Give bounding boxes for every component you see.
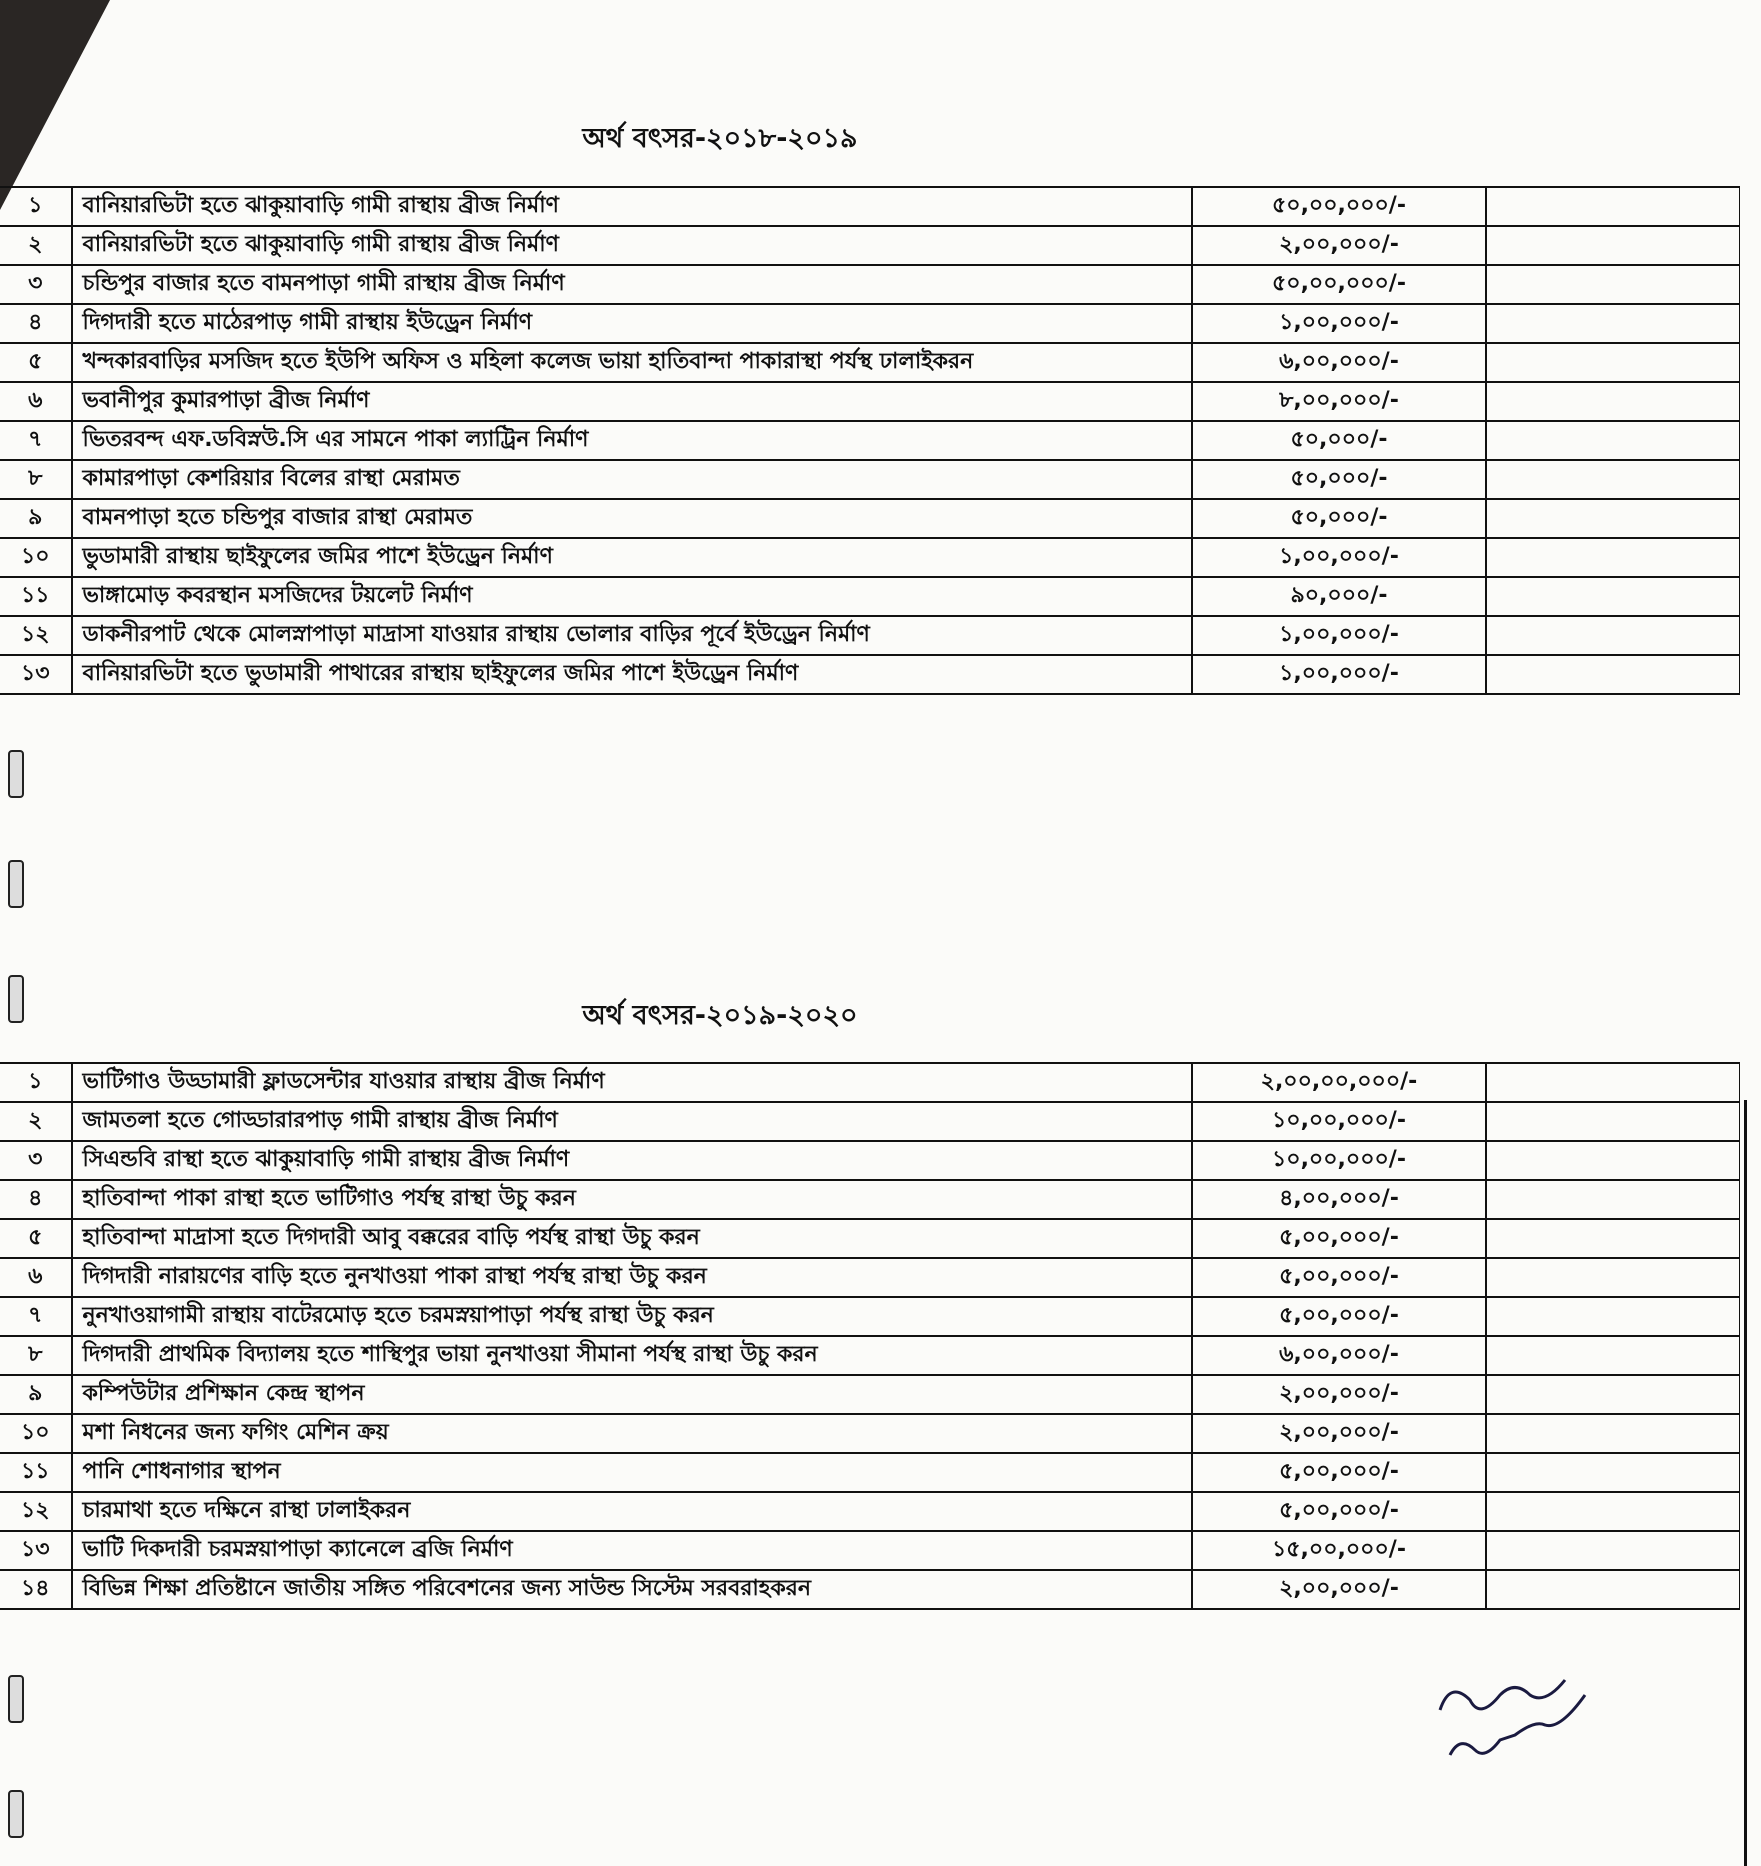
allocated-amount: ৬,০০,০০০/- bbox=[1192, 343, 1486, 382]
remarks-cell bbox=[1486, 226, 1739, 265]
serial-number: ৪ bbox=[0, 1180, 72, 1219]
project-description: ভাঙ্গামোড় কবরস্থান মসজিদের টয়লেট নির্মাণ bbox=[72, 577, 1192, 616]
page-edge bbox=[1744, 1100, 1747, 1866]
table-row bbox=[0, 1492, 1740, 1531]
remarks-cell bbox=[1486, 421, 1739, 460]
remarks-cell bbox=[1486, 1453, 1739, 1492]
serial-number: ১১ bbox=[0, 577, 72, 616]
allocated-amount: ১০,০০,০০০/- bbox=[1192, 1141, 1486, 1180]
project-description: বামনপাড়া হতে চন্ডিপুর বাজার রাস্থা মেরামত bbox=[72, 499, 1192, 538]
remarks-cell bbox=[1486, 187, 1739, 226]
project-description: ভুডামারী রাস্থায় ছাইফুলের জমির পাশে ইউড্রেন নির্মাণ bbox=[72, 538, 1192, 577]
serial-number: ৬ bbox=[0, 1258, 72, 1297]
project-description: ডাকনীরপাট থেকে মোলস্নাপাড়া মাদ্রাসা যাওয়ার রাস্থায় ভোলার বাড়ির পূর্বে ইউড্রেন নির্মাণ bbox=[72, 616, 1192, 655]
serial-number: ৪ bbox=[0, 304, 72, 343]
allocated-amount: ১,০০,০০০/- bbox=[1192, 304, 1486, 343]
allocated-amount: ৫০,০০০/- bbox=[1192, 421, 1486, 460]
project-description: বানিয়ারভিটা হতে ভুডামারী পাথারের রাস্থায় ছাইফুলের জমির পাশে ইউড্রেন নির্মাণ bbox=[72, 655, 1192, 694]
table-row bbox=[0, 577, 1740, 616]
serial-number: ৯ bbox=[0, 1375, 72, 1414]
section-title-2019-2020: অর্থ বৎসর-২০১৯-২০২০ bbox=[582, 1000, 858, 1031]
allocated-amount: ১,০০,০০০/- bbox=[1192, 538, 1486, 577]
project-description: কামারপাড়া কেশরিয়ার বিলের রাস্থা মেরামত bbox=[72, 460, 1192, 499]
table-row bbox=[0, 1063, 1740, 1102]
allocated-amount: ৯০,০০০/- bbox=[1192, 577, 1486, 616]
allocated-amount: ২,০০,০০০/- bbox=[1192, 1414, 1486, 1453]
allocated-amount: ১,০০,০০০/- bbox=[1192, 616, 1486, 655]
project-description: হাতিবান্দা মাদ্রাসা হতে দিগদারী আবু বক্করের বাড়ি পর্যস্থ রাস্থা উচু করন bbox=[72, 1219, 1192, 1258]
allocated-amount: ২,০০,০০০/- bbox=[1192, 226, 1486, 265]
table-row bbox=[0, 499, 1740, 538]
serial-number: ৫ bbox=[0, 1219, 72, 1258]
serial-number: ২ bbox=[0, 226, 72, 265]
table-row bbox=[0, 1258, 1740, 1297]
serial-number: ১ bbox=[0, 187, 72, 226]
project-description: জামতলা হতে গোড্ডারারপাড় গামী রাস্থায় ব্রীজ নির্মাণ bbox=[72, 1102, 1192, 1141]
table-row bbox=[0, 343, 1740, 382]
allocated-amount: ৫,০০,০০০/- bbox=[1192, 1453, 1486, 1492]
remarks-cell bbox=[1486, 1219, 1739, 1258]
serial-number: ১৪ bbox=[0, 1570, 72, 1609]
project-description: বানিয়ারভিটা হতে ঝাকুয়াবাড়ি গামী রাস্থায় ব্রীজ নির্মাণ bbox=[72, 187, 1192, 226]
serial-number: ১০ bbox=[0, 538, 72, 577]
table-row bbox=[0, 421, 1740, 460]
project-description: চন্ডিপুর বাজার হতে বামনপাড়া গামী রাস্থায় ব্রীজ নির্মাণ bbox=[72, 265, 1192, 304]
allocated-amount: ৫০,০০,০০০/- bbox=[1192, 187, 1486, 226]
serial-number: ৯ bbox=[0, 499, 72, 538]
project-description: ভিতরবন্দ এফ.ডবিস্নউ.সি এর সামনে পাকা ল্যাট্রিন নির্মাণ bbox=[72, 421, 1192, 460]
serial-number: ১১ bbox=[0, 1453, 72, 1492]
table-row bbox=[0, 1414, 1740, 1453]
project-description: সিএন্ডবি রাস্থা হতে ঝাকুয়াবাড়ি গামী রাস্থায় ব্রীজ নির্মাণ bbox=[72, 1141, 1192, 1180]
remarks-cell bbox=[1486, 304, 1739, 343]
serial-number: ২ bbox=[0, 1102, 72, 1141]
table-row bbox=[0, 1102, 1740, 1141]
table-row bbox=[0, 1375, 1740, 1414]
allocated-amount: ৮,০০,০০০/- bbox=[1192, 382, 1486, 421]
project-description: ভবানীপুর কুমারপাড়া ব্রীজ নির্মাণ bbox=[72, 382, 1192, 421]
allocated-amount: ২,০০,০০,০০০/- bbox=[1192, 1063, 1486, 1102]
table-row bbox=[0, 1180, 1740, 1219]
table-row bbox=[0, 265, 1740, 304]
serial-number: ৮ bbox=[0, 460, 72, 499]
project-table-2019-2020 bbox=[0, 1062, 1740, 1610]
allocated-amount: ৫,০০,০০০/- bbox=[1192, 1258, 1486, 1297]
serial-number: ৮ bbox=[0, 1336, 72, 1375]
remarks-cell bbox=[1486, 1297, 1739, 1336]
project-description: মশা নিধনের জন্য ফগিং মেশিন ক্রয় bbox=[72, 1414, 1192, 1453]
table-row bbox=[0, 538, 1740, 577]
project-description: পানি শোধনাগার স্থাপন bbox=[72, 1453, 1192, 1492]
serial-number: ৫ bbox=[0, 343, 72, 382]
serial-number: ১২ bbox=[0, 616, 72, 655]
remarks-cell bbox=[1486, 1570, 1739, 1609]
serial-number: ১০ bbox=[0, 1414, 72, 1453]
project-description: দিগদারী হতে মাঠেরপাড় গামী রাস্থায় ইউড্রেন নির্মাণ bbox=[72, 304, 1192, 343]
remarks-cell bbox=[1486, 1531, 1739, 1570]
allocated-amount: ৫,০০,০০০/- bbox=[1192, 1492, 1486, 1531]
project-description: দিগদারী প্রাথমিক বিদ্যালয় হতে শাস্থিপুর ভায়া নুনখাওয়া সীমানা পর্যস্থ রাস্থা উচু করন bbox=[72, 1336, 1192, 1375]
allocated-amount: ১,০০,০০০/- bbox=[1192, 655, 1486, 694]
table-row bbox=[0, 1336, 1740, 1375]
serial-number: ১৩ bbox=[0, 655, 72, 694]
table-row bbox=[0, 655, 1740, 694]
project-description: ভাটিগাও উড্ডামারী ফ্লাডসেন্টার যাওয়ার রাস্থায় ব্রীজ নির্মাণ bbox=[72, 1063, 1192, 1102]
table-row bbox=[0, 1531, 1740, 1570]
table-row bbox=[0, 1297, 1740, 1336]
remarks-cell bbox=[1486, 1336, 1739, 1375]
project-description: বানিয়ারভিটা হতে ঝাকুয়াবাড়ি গামী রাস্থায় ব্রীজ নির্মাণ bbox=[72, 226, 1192, 265]
project-description: দিগদারী নারায়ণের বাড়ি হতে নুনখাওয়া পাকা রাস্থা পর্যস্থ রাস্থা উচু করন bbox=[72, 1258, 1192, 1297]
table-row bbox=[0, 1453, 1740, 1492]
remarks-cell bbox=[1486, 1375, 1739, 1414]
remarks-cell bbox=[1486, 1180, 1739, 1219]
serial-number: ৭ bbox=[0, 421, 72, 460]
project-description: ভাটি দিকদারী চরমস্নয়াপাড়া ক্যানেলে ব্রজি নির্মাণ bbox=[72, 1531, 1192, 1570]
remarks-cell bbox=[1486, 616, 1739, 655]
handwritten-signature bbox=[1420, 1660, 1640, 1780]
allocated-amount: ২,০০,০০০/- bbox=[1192, 1375, 1486, 1414]
table-row bbox=[0, 1219, 1740, 1258]
table-row bbox=[0, 187, 1740, 226]
allocated-amount: ১০,০০,০০০/- bbox=[1192, 1102, 1486, 1141]
remarks-cell bbox=[1486, 1258, 1739, 1297]
remarks-cell bbox=[1486, 382, 1739, 421]
allocated-amount: ৬,০০,০০০/- bbox=[1192, 1336, 1486, 1375]
binder-clip bbox=[8, 860, 24, 908]
project-description: খন্দকারবাড়ির মসজিদ হতে ইউপি অফিস ও মহিলা কলেজ ভায়া হাতিবান্দা পাকারাস্থা পর্যস্থ ঢালাইকরন bbox=[72, 343, 1192, 382]
remarks-cell bbox=[1486, 577, 1739, 616]
serial-number: ৩ bbox=[0, 265, 72, 304]
table-row bbox=[0, 1570, 1740, 1609]
remarks-cell bbox=[1486, 1141, 1739, 1180]
remarks-cell bbox=[1486, 499, 1739, 538]
allocated-amount: ২,০০,০০০/- bbox=[1192, 1570, 1486, 1609]
serial-number: ১২ bbox=[0, 1492, 72, 1531]
project-description: নুনখাওয়াগামী রাস্থায় বাটেরমোড় হতে চরমস্নয়াপাড়া পর্যস্থ রাস্থা উচু করন bbox=[72, 1297, 1192, 1336]
remarks-cell bbox=[1486, 1063, 1739, 1102]
project-description: চারমাথা হতে দক্ষিনে রাস্থা ঢালাইকরন bbox=[72, 1492, 1192, 1531]
table-row bbox=[0, 382, 1740, 421]
remarks-cell bbox=[1486, 538, 1739, 577]
table-row bbox=[0, 616, 1740, 655]
remarks-cell bbox=[1486, 460, 1739, 499]
table-row bbox=[0, 226, 1740, 265]
remarks-cell bbox=[1486, 265, 1739, 304]
allocated-amount: ৫০,০০০/- bbox=[1192, 499, 1486, 538]
serial-number: ৩ bbox=[0, 1141, 72, 1180]
binder-clip bbox=[8, 975, 24, 1023]
allocated-amount: ৫,০০,০০০/- bbox=[1192, 1219, 1486, 1258]
project-description: কম্পিউটার প্রশিক্ষান কেন্দ্র স্থাপন bbox=[72, 1375, 1192, 1414]
binder-clip bbox=[8, 1675, 24, 1723]
remarks-cell bbox=[1486, 655, 1739, 694]
allocated-amount: ৫০,০০,০০০/- bbox=[1192, 265, 1486, 304]
table-row bbox=[0, 1141, 1740, 1180]
table-row bbox=[0, 304, 1740, 343]
serial-number: ৭ bbox=[0, 1297, 72, 1336]
table-row bbox=[0, 460, 1740, 499]
serial-number: ৬ bbox=[0, 382, 72, 421]
remarks-cell bbox=[1486, 1102, 1739, 1141]
remarks-cell bbox=[1486, 1492, 1739, 1531]
allocated-amount: ১৫,০০,০০০/- bbox=[1192, 1531, 1486, 1570]
allocated-amount: ৫,০০,০০০/- bbox=[1192, 1297, 1486, 1336]
project-table-2018-2019 bbox=[0, 186, 1740, 695]
allocated-amount: ৪,০০,০০০/- bbox=[1192, 1180, 1486, 1219]
remarks-cell bbox=[1486, 343, 1739, 382]
serial-number: ১ bbox=[0, 1063, 72, 1102]
allocated-amount: ৫০,০০০/- bbox=[1192, 460, 1486, 499]
remarks-cell bbox=[1486, 1414, 1739, 1453]
project-description: বিভিন্ন শিক্ষা প্রতিষ্টানে জাতীয় সঙ্গিত পরিবেশনের জন্য সাউন্ড সিস্টেম সরবরাহকরন bbox=[72, 1570, 1192, 1609]
binder-clip bbox=[8, 750, 24, 798]
scan-shadow bbox=[0, 0, 110, 210]
section-title-2018-2019: অর্থ বৎসর-২০১৮-২০১৯ bbox=[582, 123, 858, 154]
serial-number: ১৩ bbox=[0, 1531, 72, 1570]
binder-clip bbox=[8, 1790, 24, 1838]
project-description: হাতিবান্দা পাকা রাস্থা হতে ভাটিগাও পর্যস্থ রাস্থা উচু করন bbox=[72, 1180, 1192, 1219]
